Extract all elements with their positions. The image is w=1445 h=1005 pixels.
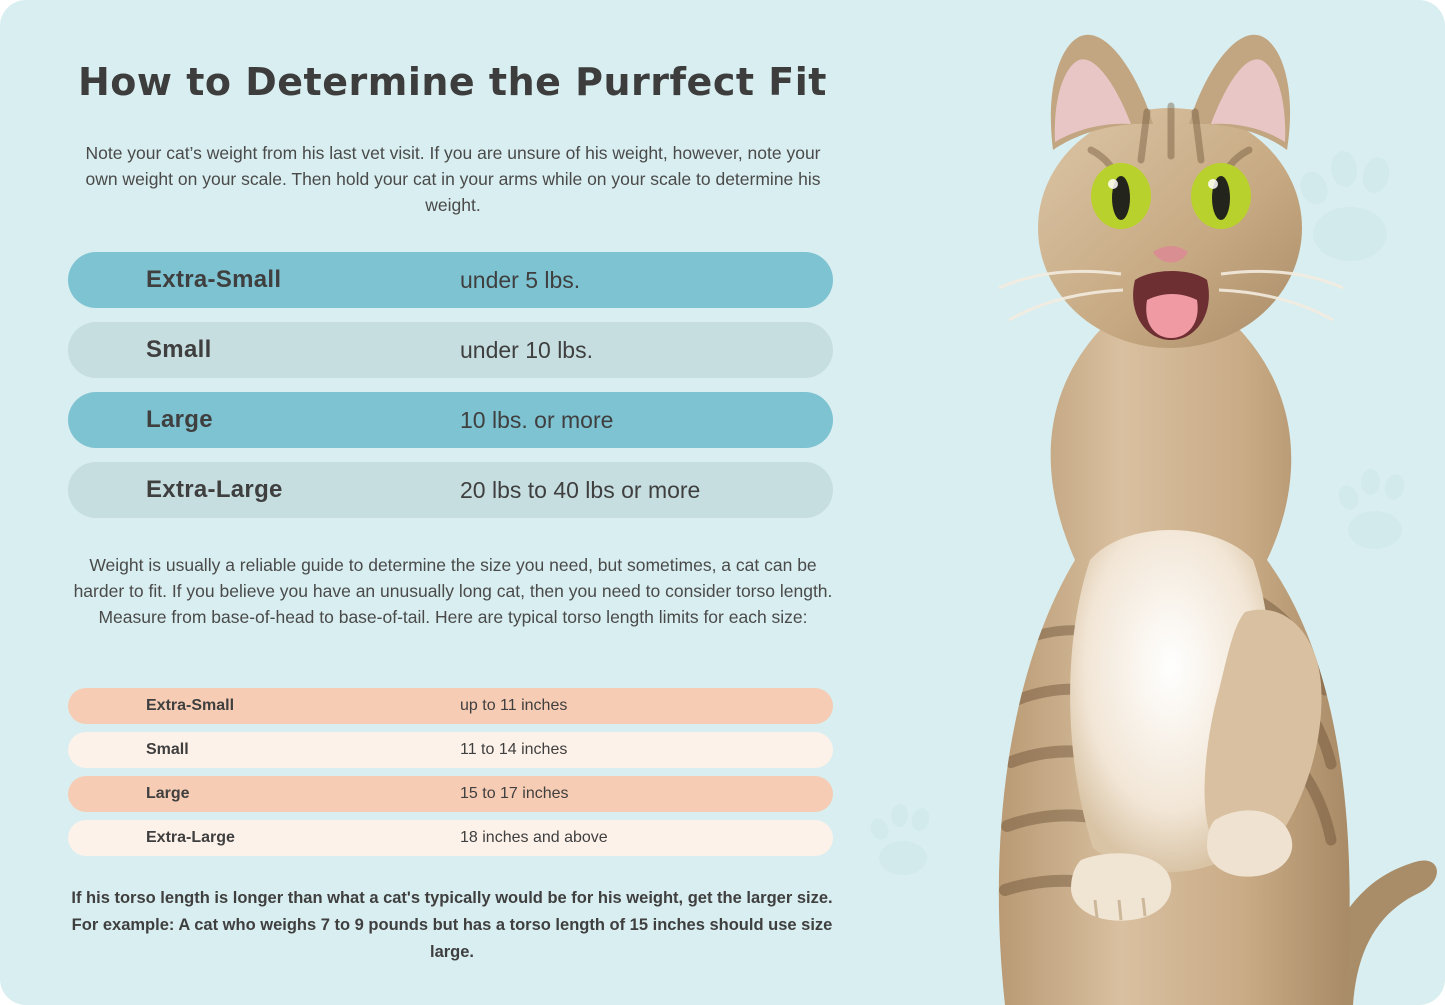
cat-paw-pads (1207, 810, 1292, 876)
size-value: up to 11 inches (460, 697, 568, 714)
table-row (68, 392, 833, 448)
size-value: 10 lbs. or more (460, 406, 614, 433)
cat-illustration (885, 0, 1445, 1005)
table-row (68, 252, 833, 308)
table-row (68, 322, 833, 378)
size-value: 18 inches and above (460, 829, 608, 846)
size-value: 11 to 14 inches (460, 741, 568, 758)
page-title: How to Determine the Purrfect Fit (78, 60, 827, 104)
size-value: under 5 lbs. (460, 266, 581, 293)
size-value: 20 lbs to 40 lbs or more (460, 476, 701, 503)
size-label: Extra-Large (146, 476, 283, 503)
size-label: Small (146, 741, 189, 758)
weight-size-table (68, 252, 833, 532)
size-label: Small (146, 336, 212, 363)
intro-paragraph: Note your cat’s weight from his last vet visit. If you are unsure of his weight, however, note your own weight on your scale. Then hold your cat in your arms while on your scale to determine his weight. (85, 143, 821, 215)
cat-photo (885, 0, 1445, 1005)
size-value: 15 to 17 inches (460, 785, 569, 802)
table-row (68, 820, 833, 856)
size-label: Extra-Small (146, 697, 235, 714)
size-label: Large (146, 406, 213, 433)
torso-intro-paragraph: Weight is usually a reliable guide to determine the size you need, but sometimes, a cat can be harder to fit. If you believe you have an unusually long cat, then you need to consider torso length. Measure from base-of-head to base-of-tail. Here are typical torso length limits for each size: (73, 555, 833, 627)
size-label: Extra-Large (146, 829, 235, 846)
size-value: under 10 lbs. (460, 336, 593, 363)
size-label: Extra-Small (146, 266, 282, 293)
cat-left-eye-highlight (1108, 179, 1118, 189)
size-label: Large (146, 785, 190, 802)
torso-length-table (68, 688, 833, 864)
footnote-paragraph: If his torso length is longer than what a cat's typically would be for his weight, get the larger size. For example: A cat who weighs 7 to 9 pounds but has a torso length of 15 inches should use size large. (71, 889, 833, 961)
cat-right-eye-highlight (1208, 179, 1218, 189)
table-row (68, 776, 833, 812)
table-row (68, 688, 833, 724)
table-row (68, 732, 833, 768)
table-row (68, 462, 833, 518)
